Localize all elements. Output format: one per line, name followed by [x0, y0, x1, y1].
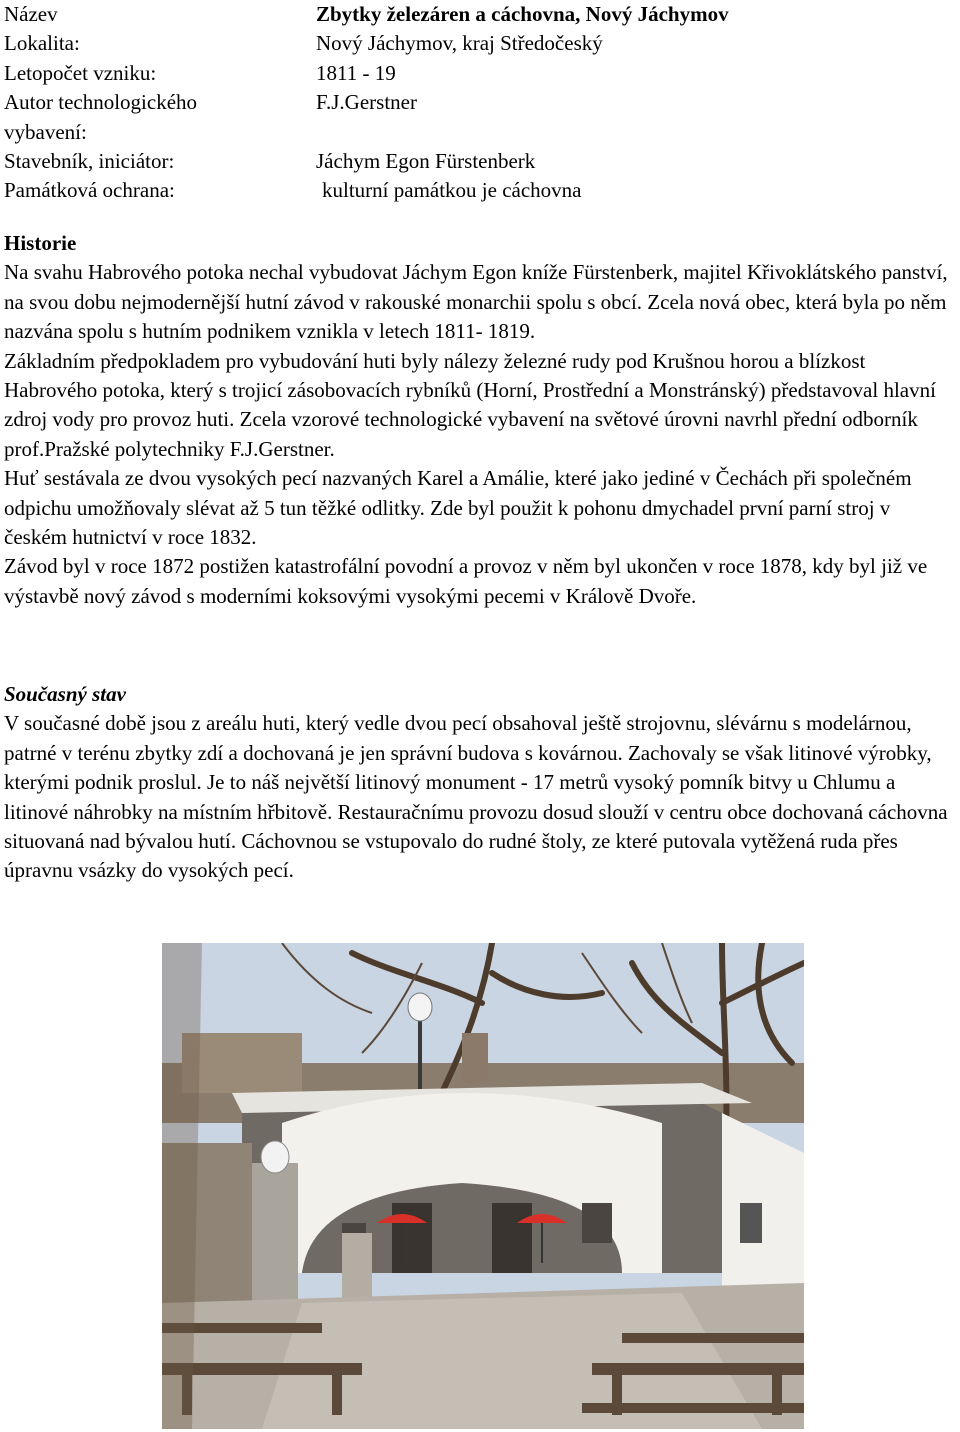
ochrana-value: kulturní památkou je cáchovna [322, 178, 582, 203]
soucasny-section [4, 680, 956, 886]
nazev-value: Zbytky železáren a cáchovna, Nový Jáchymov [316, 2, 729, 26]
letopocet-value: 1811 - 19 [316, 60, 396, 85]
info-table [4, 0, 956, 206]
autor-label-1: Autor technologického [4, 90, 198, 115]
soucasny-heading: Současný stav [4, 682, 126, 706]
autor-label-2: vybavení: [4, 119, 87, 144]
stavebnik-label: Stavebník, iniciátor: [4, 149, 175, 174]
info-row-ochrana [4, 176, 956, 205]
info-row-lokalita [4, 29, 956, 58]
cachovna-photo-illustration [162, 943, 804, 1429]
info-row-autor [4, 88, 956, 117]
historie-paragraph-3: Huť sestávala ze dvou vysokých pecí nazvaných Karel a Amálie, které jako jediné v Čechách při společném odpichu umožňovaly slévat až 5 tun těžké odlitky. Zde byl použit k pohonu dmychadel první parní stroj v českém hutnictví v roce 1832. [4, 466, 912, 550]
historie-paragraph-4: Závod byl v roce 1872 postižen katastrofální povodní a provoz v něm byl ukončen v roce 1878, kdy byl již ve výstavbě nový závod s moderními koksovými vysokými pecemi v Králově Dvoře. [4, 554, 928, 608]
cachovna-photo [162, 943, 804, 1429]
info-row-letopocet [4, 59, 956, 88]
historie-heading: Historie [4, 231, 77, 255]
lokalita-label: Lokalita: [4, 31, 80, 56]
historie-paragraph-2: Základním předpokladem pro vybudování huti byly nálezy železné rudy pod Krušnou horou a blízkost Habrového potoka, který s trojicí zásobovacích rybníků (Horní, Prostřední a Monstránský) představoval hlavní zdroj vody pro provoz huti. Zcela vzorové technologické vybavení na světové úrovni navrhl přední odborník prof.Pražské polytechniky F.J.Gerstner. [4, 348, 936, 461]
stavebnik-value: Jáchym Egon Fürstenberk [316, 149, 536, 174]
historie-paragraph-1: Na svahu Habrového potoka nechal vybudovat Jáchym Egon kníže Fürstenberk, majitel Křivoklátského panství, na svou dobu nejmodernější hutní závod v rakouské monarchii spolu s obcí. Zcela nová obec, která byla po něm nazvána spolu s hutním podnikem vznikla v letech 1811- 1819. [4, 260, 948, 344]
soucasny-paragraph: V současné době jsou z areálu huti, který vedle dvou pecí obsahoval ještě strojovnu, slévárnu s modelárnou, patrné v terénu zbytky zdí a dochovaná je jen správní budova s kovárnou. Zachovaly se však litinové výrobky, kterými podnik proslul. Je to náš největší litinový monument - 17 metrů vysoký pomník bitvy u Chlumu a litinové náhrobky na místním hřbitově. Restauračnímu provozu dosud slouží v centru obce dochovaná cáchovna situovaná nad bývalou hutí. Cáchovnou se vstupovalo do rudné štoly, ze které putovala vytěžená ruda přes úpravnu vsázky do vysokých pecí. [4, 711, 948, 883]
autor-value: F.J.Gerstner [316, 90, 417, 115]
historie-section [4, 229, 956, 611]
letopocet-label: Letopočet vzniku: [4, 60, 157, 85]
info-row-nazev [4, 0, 956, 29]
lokalita-value: Nový Jáchymov, kraj Středočeský [316, 31, 603, 56]
ochrana-label: Památková ochrana: [4, 178, 175, 203]
info-row-autor-cont [4, 118, 956, 147]
nazev-label: Název [4, 2, 58, 26]
info-row-stavebnik [4, 147, 956, 176]
